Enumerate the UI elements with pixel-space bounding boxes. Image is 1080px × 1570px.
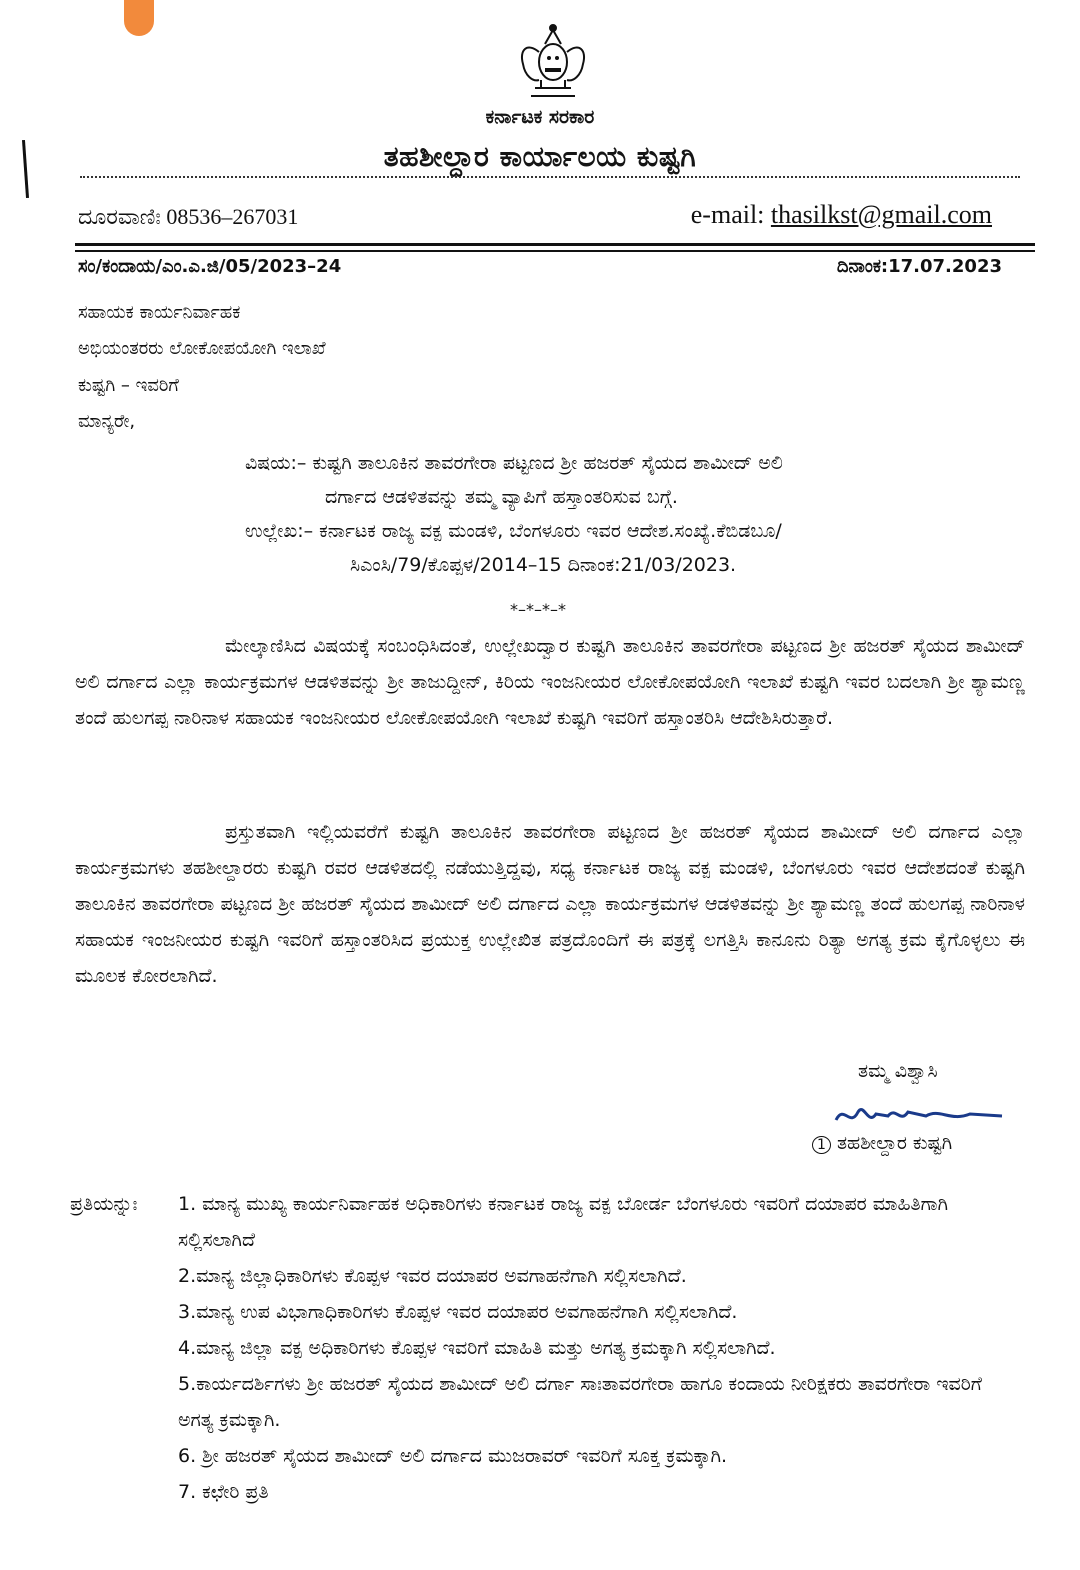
copy-item-3: 3.ಮಾನ್ಯ ಉಪ ವಿಭಾಗಾಧಿಕಾರಿಗಳು ಕೊಪ್ಪಳ ಇವರ ದಯಾಪರ ಅವಗಾಹನೆಗಾಗಿ ಸಲ್ಲಿಸಲಾಗಿದೆ. xyxy=(178,1301,738,1323)
copies-label: ಪ್ರತಿಯನ್ನುಃ xyxy=(70,1193,138,1215)
orange-mark xyxy=(124,0,154,36)
signatory-designation: 1 ತಹಶೀಲ್ದಾರ ಕುಷ್ಟಗಿ xyxy=(812,1132,952,1154)
copies-list xyxy=(178,1186,1018,1510)
copy-item-2: 2.ಮಾನ್ಯ ಜಿಲ್ಲಾಧಿಕಾರಿಗಳು ಕೊಪ್ಪಳ ಇವರ ದಯಾಪರ ಅವಗಾಹನೆಗಾಗಿ ಸಲ್ಲಿಸಲಾಗಿದೆ. xyxy=(178,1265,687,1287)
separator: *–*–*–* xyxy=(510,600,566,619)
yours-faithfully: ತಮ್ಮ ವಿಶ್ವಾಸಿ xyxy=(858,1060,938,1082)
reference-line-1: ಉಲ್ಲೇಖ:– ಕರ್ನಾಟಕ ರಾಜ್ಯ ವಕ್ಪ ಮಂಡಳಿ, ಬೆಂಗಳೂರು ಇವರ ಆದೇಶ.ಸಂಖ್ಯೆ.ಕೆಬಿಡಬೂ/ xyxy=(245,520,782,542)
header-rule xyxy=(75,243,1035,246)
subject-block xyxy=(245,446,1035,582)
email-label: e-mail: xyxy=(690,200,765,229)
addressee-line-2: ಅಭಿಯಂತರರು ಲೋಕೋಪಯೋಗಿ ಇಲಾಖೆ xyxy=(78,338,326,359)
copy-item-7: 7. ಕಛೇರಿ ಪ್ರತಿ xyxy=(178,1481,269,1503)
designation-text: ತಹಶೀಲ್ದಾರ ಕುಷ್ಟಗಿ xyxy=(836,1132,953,1154)
subject-line-2: ದರ್ಗಾದ ಆಡಳಿತವನ್ನು ತಮ್ಮ ವ್ಯಾಪಿಗೆ ಹಸ್ತಾಂತರಿಸುವ ಬಗ್ಗೆ. xyxy=(325,486,678,508)
government-name: ಕರ್ನಾಟಕ ಸರಕಾರ xyxy=(485,106,595,128)
office-title: ತಹಶೀಲ್ದಾರ ಕಾರ್ಯಾಲಯ ಕುಷ್ಟಗಿ xyxy=(383,140,697,173)
reference-number: ಸಂ/ಕಂದಾಯ/ಎಂ.ಎ.ಜಿ/05/2023–24 xyxy=(78,256,342,277)
copy-item-6: 6. ಶ್ರೀ ಹಜರತ್ ಸೈಯದ ಶಾಮೀದ್ ಅಲಿ ದರ್ಗಾದ ಮುಜರಾವರ್ ಇವರಿಗೆ ಸೂಕ್ತ ಕ್ರಮಕ್ಕಾಗಿ. xyxy=(178,1445,728,1467)
body-paragraph-1: ಮೇಲ್ಕಾಣಿಸಿದ ವಿಷಯಕ್ಕೆ ಸಂಬಂಧಿಸಿದಂತೆ, ಉಲ್ಲೇಖದ್ವಾರ ಕುಷ್ಟಗಿ ತಾಲೂಕಿನ ತಾವರಗೇರಾ ಪಟ್ಟಣದ ಶ್ರೀ ಹಜರತ್ ಸೈಯದ ಶಾಮೀದ್ ಅಲಿ ದರ್ಗಾದ ಎಲ್ಲಾ ಕಾರ್ಯಕ್ರಮಗಳ ಆಡಳಿತವನ್ನು ಶ್ರೀ ತಾಜುದ್ದೀನ್, ಕಿರಿಯ ಇಂಜನೀಯರ ಲೋಕೋಪಯೋಗಿ ಇಲಾಖೆ ಕುಷ್ಟಗಿ ಇವರ ಬದಲಾಗಿ ಶ್ರೀ ಶ್ಯಾಮಣ್ಣ ತಂದೆ ಹುಲಗಪ್ಪ ನಾರಿನಾಳ ಸಹಾಯಕ ಇಂಜನೀಯರ ಲೋಕೋಪಯೋಗಿ ಇಲಾಖೆ ಕುಷ್ಟಗಿ ಇವರಿಗೆ ಹಸ್ತಾಂತರಿಸಿ ಆದೇಶಿಸಿರುತ್ತಾರೆ. xyxy=(75,635,1025,729)
salutation: ಮಾನ್ಯರೇ, xyxy=(78,411,136,432)
copy-item-4: 4.ಮಾನ್ಯ ಜಿಲ್ಲಾ ವಕ್ಪ ಅಧಿಕಾರಿಗಳು ಕೊಪ್ಪಳ ಇವರಿಗೆ ಮಾಹಿತಿ ಮತ್ತು ಅಗತ್ಯ ಕ್ರಮಕ್ಕಾಗಿ ಸಲ್ಲಿಸಲಾಗಿದೆ. xyxy=(178,1337,776,1359)
subject-line-1: ವಿಷಯ:– ಕುಷ್ಟಗಿ ತಾಲೂಕಿನ ತಾವರಗೇರಾ ಪಟ್ಟಣದ ಶ್ರೀ ಹಜರತ್ ಸೈಯದ ಶಾಮೀದ್ ಅಲಿ xyxy=(245,452,783,474)
addressee-line-1: ಸಹಾಯಕ ಕಾರ್ಯನಿರ್ವಾಹಕ xyxy=(78,302,241,323)
letter-date: ದಿನಾಂಕ:17.07.2023 xyxy=(836,256,1002,277)
dotted-divider xyxy=(80,176,1020,178)
email-contact xyxy=(691,200,992,230)
header-rule-secondary xyxy=(75,250,1035,252)
state-emblem-icon xyxy=(505,22,601,104)
addressee-line-3: ಕುಷ್ಟಗಿ – ಇವರಿಗೆ xyxy=(78,375,179,396)
copy-item-1: 1. ಮಾನ್ಯ ಮುಖ್ಯ ಕಾರ್ಯನಿರ್ವಾಹಕ ಅಧಿಕಾರಿಗಳು ಕರ್ನಾಟಕ ರಾಜ್ಯ ವಕ್ಪ ಬೋರ್ಡ ಬೆಂಗಳೂರು ಇವರಿಗೆ ದಯಾಪರ ಮಾಹಿತಿಗಾಗಿ ಸಲ್ಲಿಸಲಾಗಿದೆ xyxy=(178,1193,949,1251)
reference-line-2: ಸಿಎಂಸಿ/79/ಕೊಪ್ಪಳ/2014–15 ದಿನಾಂಕ:21/03/2023. xyxy=(350,554,737,576)
email-link[interactable]: thasilkst@gmail.com xyxy=(770,200,992,229)
body-paragraph-2: ಪ್ರಸ್ತುತವಾಗಿ ಇಲ್ಲಿಯವರೆಗೆ ಕುಷ್ಟಗಿ ತಾಲೂಕಿನ ತಾವರಗೇರಾ ಪಟ್ಟಣದ ಶ್ರೀ ಹಜರತ್ ಸೈಯದ ಶಾಮೀದ್ ಅಲಿ ದರ್ಗಾದ ಎಲ್ಲಾ ಕಾರ್ಯಕ್ರಮಗಳು ತಹಶೀಲ್ದಾರರು ಕುಷ್ಟಗಿ ರವರ ಆಡಳಿತದಲ್ಲಿ ನಡೆಯುತ್ತಿದ್ದವು, ಸಧ್ಯ ಕರ್ನಾಟಕ ರಾಜ್ಯ ವಕ್ಪ ಮಂಡಳಿ, ಬೆಂಗಳೂರು ಇವರ ಆದೇಶದಂತೆ ಕುಷ್ಟಗಿ ತಾಲೂಕಿನ ತಾವರಗೇರಾ ಪಟ್ಟಣದ ಶ್ರೀ ಹಜರತ್ ಸೈಯದ ಶಾಮೀದ್ ಅಲಿ ದರ್ಗಾದ ಎಲ್ಲಾ ಕಾರ್ಯಕ್ರಮಗಳ ಆಡಳಿತವನ್ನು ಶ್ರೀ ಶ್ಯಾಮಣ್ಣ ತಂದೆ ಹುಲಗಪ್ಪ ನಾರಿನಾಳ ಸಹಾಯಕ ಇಂಜನೀಯರ ಕುಷ್ಟಗಿ ಇವರಿಗೆ ಹಸ್ತಾಂತರಿಸಿದ ಪ್ರಯುಕ್ತ ಉಲ್ಲೇಖಿತ ಪತ್ರದೊಂದಿಗೆ ಈ ಪತ್ರಕ್ಕೆ ಲಗತ್ತಿಸಿ ಕಾನೂನು ರಿತ್ಯಾ ಅಗತ್ಯ ಕ್ರಮ ಕೈಗೊಳ್ಳಲು ಈ ಮೂಲಕ ಕೋರಲಾಗಿದೆ. xyxy=(75,821,1025,987)
phone-number: ದೂರವಾಣಿಃ 08536–267031 xyxy=(78,204,299,229)
copy-item-5: 5.ಕಾರ್ಯದರ್ಶಿಗಳು ಶ್ರೀ ಹಜರತ್ ಸೈಯದ ಶಾಮೀದ್ ಅಲಿ ದರ್ಗಾ ಸಾಃತಾವರಗೇರಾ ಹಾಗೂ ಕಂದಾಯ ನೀರಿಕ್ಷಕರು ತಾವರಗೇರಾ ಇವರಿಗೆ ಅಗತ್ಯ ಕ್ರಮಕ್ಕಾಗಿ. xyxy=(178,1373,982,1431)
